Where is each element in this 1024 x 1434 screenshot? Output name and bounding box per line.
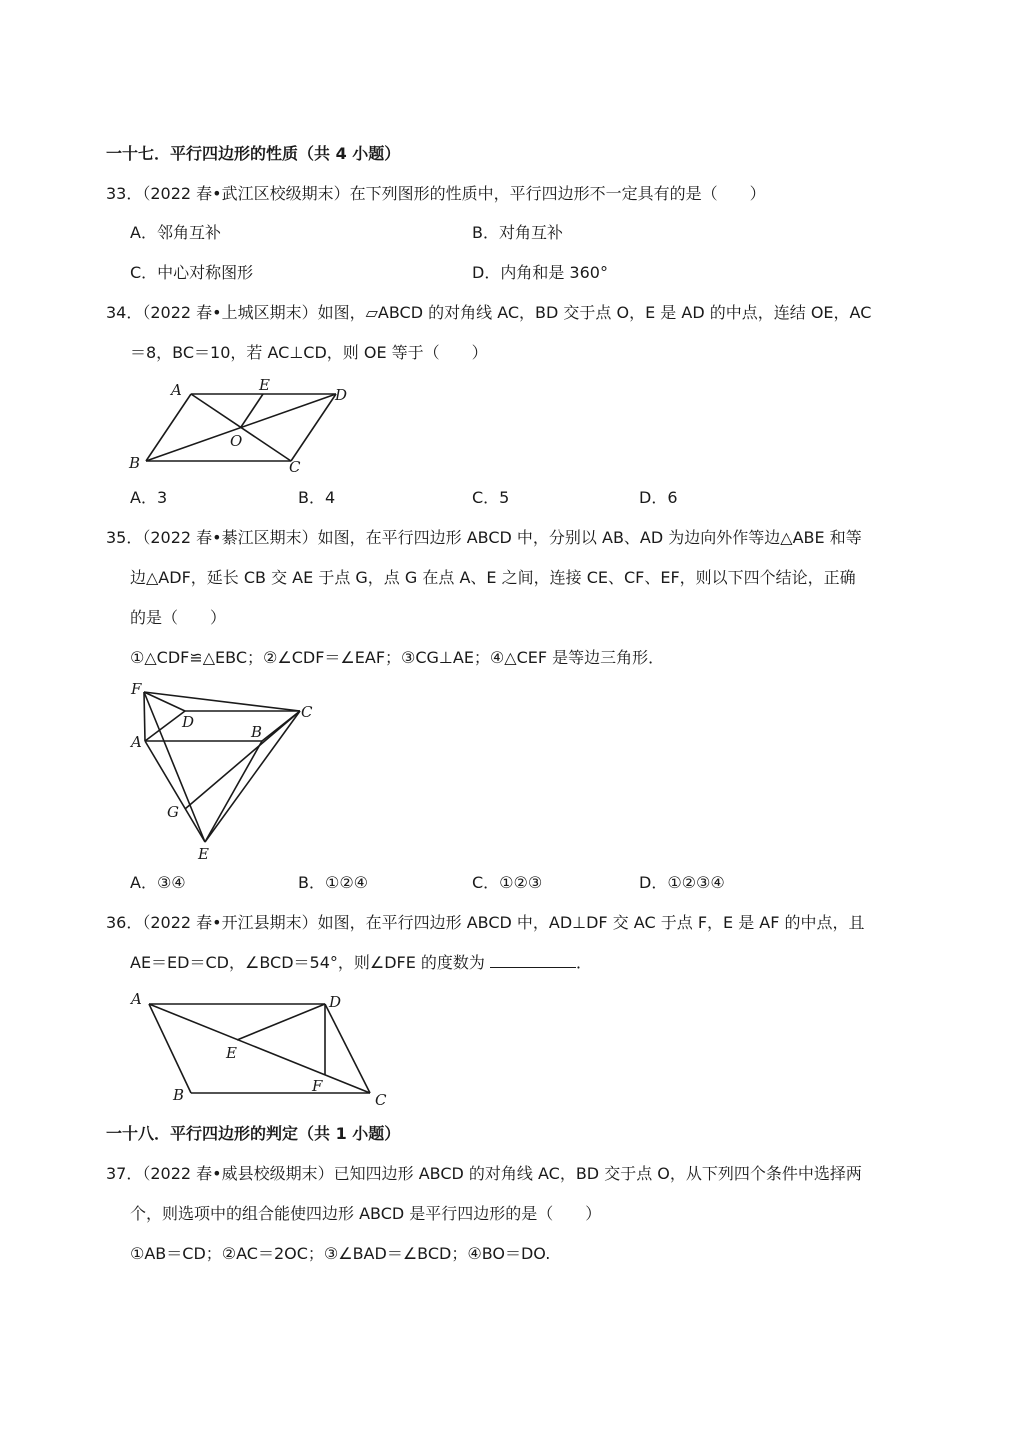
q34-option-b: B．4	[298, 488, 336, 507]
q34-stem-line2: ＝8，BC＝10，若 AC⊥CD，则 OE 等于（ ）	[130, 343, 488, 362]
q35-stem-line2: 边△ADF，延长 CB 交 AE 于点 G，点 G 在点 A、E 之间，连接 CE、CF、EF，则以下四个结论，正确	[130, 568, 856, 587]
q35-label-g: G	[167, 803, 179, 821]
q35-option-b: B．①②④	[298, 873, 369, 892]
q36-label-c: C	[375, 1091, 387, 1109]
q33-option-c: C．中心对称图形	[130, 263, 254, 282]
q35-stem-line1: 35．（2022 春•綦江区期末）如图，在平行四边形 ABCD 中，分别以 AB、AD 为边向外作等边△ABE 和等	[106, 528, 862, 547]
q37-stem-line2: 个，则选项中的组合能使四边形 ABCD 是平行四边形的是（ ）	[130, 1204, 602, 1223]
q34-label-o: O	[230, 432, 243, 450]
q36-label-e: E	[226, 1044, 237, 1062]
q35-label-b: B	[251, 723, 263, 741]
q34-label-b: B	[129, 454, 141, 472]
q36-label-b: B	[173, 1086, 185, 1104]
q33-stem: 33．（2022 春•武江区校级期末）在下列图形的性质中，平行四边形不一定具有的是（ ）	[106, 184, 766, 203]
q34-label-e: E	[259, 376, 270, 394]
q35-option-a: A．③④	[130, 873, 186, 892]
q36-stem-line1: 36．（2022 春•开江县期末）如图，在平行四边形 ABCD 中，AD⊥DF 交 AC 于点 F，E 是 AF 的中点，且	[106, 913, 865, 932]
q35-label-d: D	[182, 713, 195, 731]
q35-option-d: D．①②③④	[639, 873, 725, 892]
section-18-title: 一十八．平行四边形的判定（共 1 小题）	[106, 1124, 401, 1143]
section-17-title: 一十七．平行四边形的性质（共 4 小题）	[106, 144, 401, 163]
q36-stem-line2	[130, 951, 592, 975]
q36-label-f: F	[312, 1077, 323, 1095]
q35-option-c: C．①②③	[472, 873, 543, 892]
q36-stem-text: AE＝ED＝CD，∠BCD＝54°，则∠DFE 的度数为	[130, 953, 485, 972]
q35-label-e: E	[198, 845, 209, 863]
q35-label-a: A	[131, 733, 142, 751]
q36-parallelogram-figure	[125, 985, 405, 1109]
q36-answer-blank[interactable]	[490, 951, 576, 968]
q33-option-b: B．对角互补	[472, 223, 563, 242]
q34-label-c: C	[289, 458, 301, 476]
q34-option-c: C．5	[472, 488, 510, 507]
q37-stem-line1: 37．（2022 春•威县校级期末）已知四边形 ABCD 的对角线 AC，BD 交于点 O，从下列四个条件中选择两	[106, 1164, 862, 1183]
q36-label-a: A	[131, 990, 142, 1008]
q34-label-d: D	[335, 386, 348, 404]
q35-stem-line3: 的是（ ）	[130, 608, 227, 627]
q34-label-a: A	[171, 381, 182, 399]
q35-label-c: C	[301, 703, 313, 721]
q33-option-a: A．邻角互补	[130, 223, 221, 242]
q34-option-d: D．6	[639, 488, 678, 507]
q35-label-f: F	[131, 680, 142, 698]
q36-label-d: D	[329, 993, 342, 1011]
q34-parallelogram-figure	[125, 375, 365, 475]
q35-parallelogram-figure	[125, 677, 345, 867]
q35-conclusions: ①△CDF≌△EBC；②∠CDF＝∠EAF；③CG⊥AE；④△CEF 是等边三角形．	[130, 648, 665, 667]
q36-stem-end: ．	[576, 953, 593, 972]
q37-conditions: ①AB＝CD；②AC＝2OC；③∠BAD＝∠BCD；④BO＝DO.	[130, 1244, 551, 1263]
q34-option-a: A．3	[130, 488, 168, 507]
q33-option-d: D．内角和是 360°	[472, 263, 608, 282]
q34-stem-line1: 34．（2022 春•上城区期末）如图，▱ABCD 的对角线 AC，BD 交于点 O，E 是 AD 的中点，连结 OE，AC	[106, 303, 872, 322]
